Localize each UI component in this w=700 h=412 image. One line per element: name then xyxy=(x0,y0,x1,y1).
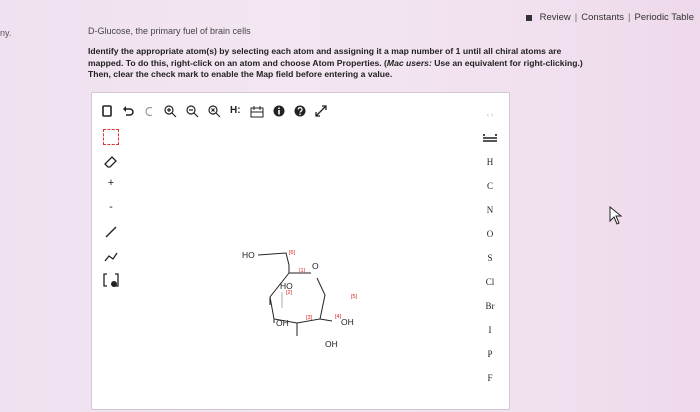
atom-oh-right[interactable]: OH xyxy=(341,317,354,327)
atom-map-label: [2] xyxy=(286,290,293,296)
element-f-button[interactable]: F xyxy=(487,373,493,383)
element-s-button[interactable]: S xyxy=(487,253,493,263)
element-o-button[interactable]: O xyxy=(486,229,494,239)
atom-oh-bottom[interactable]: OH xyxy=(325,339,338,349)
atom-map-label: [4] xyxy=(335,314,342,320)
h-toggle[interactable]: H: xyxy=(230,105,241,116)
review-link[interactable]: Review xyxy=(539,12,571,23)
periodic-table-link[interactable]: Periodic Table xyxy=(634,12,694,23)
atom-map-label: [6] xyxy=(289,250,296,256)
instructions xyxy=(88,46,698,81)
atom-ho-mid[interactable]: HO xyxy=(280,281,293,291)
question-title: D-Glucose, the primary fuel of brain cells xyxy=(88,26,251,36)
review-icon xyxy=(526,15,532,21)
atom-map-label: [3] xyxy=(306,315,313,321)
element-p-button[interactable]: P xyxy=(487,349,493,359)
element-i-button[interactable]: I xyxy=(488,325,492,335)
panel-nav-arrows[interactable]: ‹ › xyxy=(486,111,494,119)
element-h-button[interactable]: H xyxy=(486,157,494,167)
mac-users-label: Mac users: xyxy=(386,57,432,68)
element-n-button[interactable]: N xyxy=(486,205,494,215)
top-links xyxy=(526,12,694,23)
atom-oh-left[interactable]: OH xyxy=(276,318,289,328)
edge-fragment: ny. xyxy=(0,28,12,38)
atom-map-label: [5] xyxy=(351,294,358,300)
element-br-button[interactable]: Br xyxy=(485,301,495,311)
element-c-button[interactable]: C xyxy=(486,181,493,191)
instruction-text: mapped. To do this, right-click on an atom and choose Atom Properties. ( xyxy=(88,57,387,68)
instruction-line-3: Then, clear the check mark to enable the Map field before entering a value. xyxy=(88,69,393,79)
atom-ho-top[interactable]: HO xyxy=(242,250,255,260)
molecule-bonds xyxy=(92,93,509,409)
atom-o-ring[interactable]: O xyxy=(312,261,319,271)
constants-link[interactable]: Constants xyxy=(581,12,625,23)
instruction-text: Use an equivalent for right-clicking.) xyxy=(431,57,583,68)
charge-minus-button[interactable]: - xyxy=(109,201,113,213)
charge-plus-button[interactable]: + xyxy=(107,177,115,189)
instruction-line-1: Identify the appropriate atom(s) by selecting each atom and assigning it a map number of 1 until all chiral atoms are xyxy=(88,46,562,56)
separator: | xyxy=(574,12,578,23)
structure-editor[interactable] xyxy=(91,92,510,410)
mouse-cursor-icon xyxy=(609,206,625,228)
instruction-line-2 xyxy=(88,58,698,70)
element-cl-button[interactable]: Cl xyxy=(485,277,495,287)
atom-map-label: [1] xyxy=(299,268,306,274)
separator: | xyxy=(628,12,631,23)
